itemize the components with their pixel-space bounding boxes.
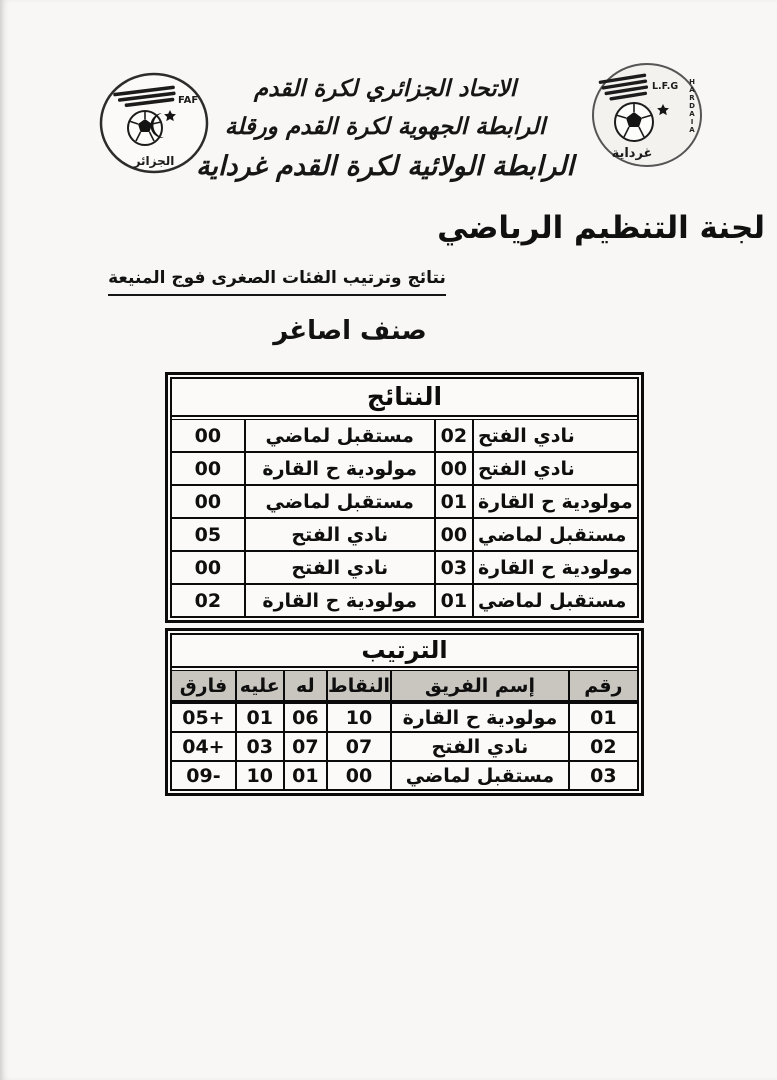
goal-diff-value: 04+ — [182, 735, 225, 758]
rank-value: 02 — [568, 733, 637, 760]
points-value: 07 — [326, 733, 390, 760]
results-table-title: النتائج — [172, 379, 637, 417]
lfg-caption-text: غرداية — [611, 146, 653, 161]
category-title: صنف اصاغر — [273, 316, 427, 346]
lfg-vertical-letters: HARDAIA — [688, 78, 696, 134]
goals-against-value: 01 — [235, 704, 283, 731]
away-score: 00 — [194, 490, 222, 513]
home-score: 01 — [434, 486, 472, 517]
home-score: 00 — [434, 519, 472, 550]
goal-diff-value: 05+ — [182, 706, 225, 729]
away-score: 00 — [194, 424, 222, 447]
standings-row — [172, 702, 637, 731]
away-score: 00 — [194, 556, 222, 579]
goals-against-value: 03 — [235, 733, 283, 760]
away-team-name: نادي الفتح — [244, 519, 434, 550]
match-row — [172, 583, 637, 616]
home-score: 01 — [434, 585, 472, 616]
goals-for-value: 01 — [283, 762, 326, 789]
match-row — [172, 451, 637, 484]
home-team-name: نادي الفتح — [472, 420, 637, 451]
col-diff-header: فارق — [172, 671, 235, 700]
team-name: مولودية ح القارة — [390, 704, 568, 731]
home-score: 00 — [434, 453, 472, 484]
home-team-name: مستقبل لماضي — [472, 519, 637, 550]
points-value: 00 — [326, 762, 390, 789]
standings-row — [172, 731, 637, 760]
goals-for-value: 07 — [283, 733, 326, 760]
away-score: 00 — [194, 457, 222, 480]
home-score: 03 — [434, 552, 472, 583]
standings-table-title: الترتيب — [172, 635, 637, 668]
away-team-name: مولودية ح القارة — [244, 585, 434, 616]
away-team-name: نادي الفتح — [244, 552, 434, 583]
standings-table-body — [172, 670, 637, 789]
document-subtitle — [77, 268, 477, 296]
faf-acronym-text: FAF — [178, 95, 199, 106]
home-team-name: نادي الفتح — [472, 453, 637, 484]
match-row — [172, 550, 637, 583]
away-score: 05 — [194, 523, 222, 546]
rank-value: 01 — [568, 704, 637, 731]
committee-title: لجنة التنظيم الرياضي — [437, 210, 765, 246]
goal-diff-value: 09- — [186, 764, 221, 787]
home-team-name: مستقبل لماضي — [472, 585, 637, 616]
points-value: 10 — [326, 704, 390, 731]
letterhead — [145, 74, 625, 184]
standings-table-frame — [170, 633, 639, 791]
standings-row — [172, 760, 637, 789]
col-team-header: إسم الفريق — [390, 671, 568, 700]
letterhead-federation: الاتحاد الجزائري لكرة القدم — [253, 76, 517, 102]
match-row — [172, 420, 637, 451]
match-row — [172, 484, 637, 517]
letterhead-regional-league: الرابطة الجهوية لكرة القدم ورقلة — [224, 114, 546, 140]
away-score: 02 — [194, 589, 222, 612]
lfg-acronym-text: L.F.G — [652, 81, 679, 92]
away-team-name: مولودية ح القارة — [244, 453, 434, 484]
home-team-name: مولودية ح القارة — [472, 552, 637, 583]
document-subtitle-text: نتائج وترتيب الفئات الصغرى فوج المنيعة — [108, 268, 446, 296]
results-table-frame — [170, 377, 639, 618]
rank-value: 03 — [568, 762, 637, 789]
standings-header-row — [172, 671, 637, 702]
faf-caption-text: الجزائر — [133, 154, 175, 168]
goals-against-value: 10 — [235, 762, 283, 789]
team-name: نادي الفتح — [390, 733, 568, 760]
col-rank-header: رقم — [568, 671, 637, 700]
home-team-name: مولودية ح القارة — [472, 486, 637, 517]
results-table-body — [172, 419, 637, 616]
col-points-header: النقاط — [326, 671, 390, 700]
home-score: 02 — [434, 420, 472, 451]
away-team-name: مستقبل لماضي — [244, 420, 434, 451]
team-name: مستقبل لماضي — [390, 762, 568, 789]
col-goals-for-header: له — [283, 671, 326, 700]
results-table — [165, 372, 644, 623]
match-row — [172, 517, 637, 550]
letterhead-wilaya-league: الرابطة الولائية لكرة القدم غرداية — [195, 151, 575, 182]
col-goals-against-header: عليه — [235, 671, 283, 700]
standings-table — [165, 628, 644, 796]
away-team-name: مستقبل لماضي — [244, 486, 434, 517]
goals-for-value: 06 — [283, 704, 326, 731]
